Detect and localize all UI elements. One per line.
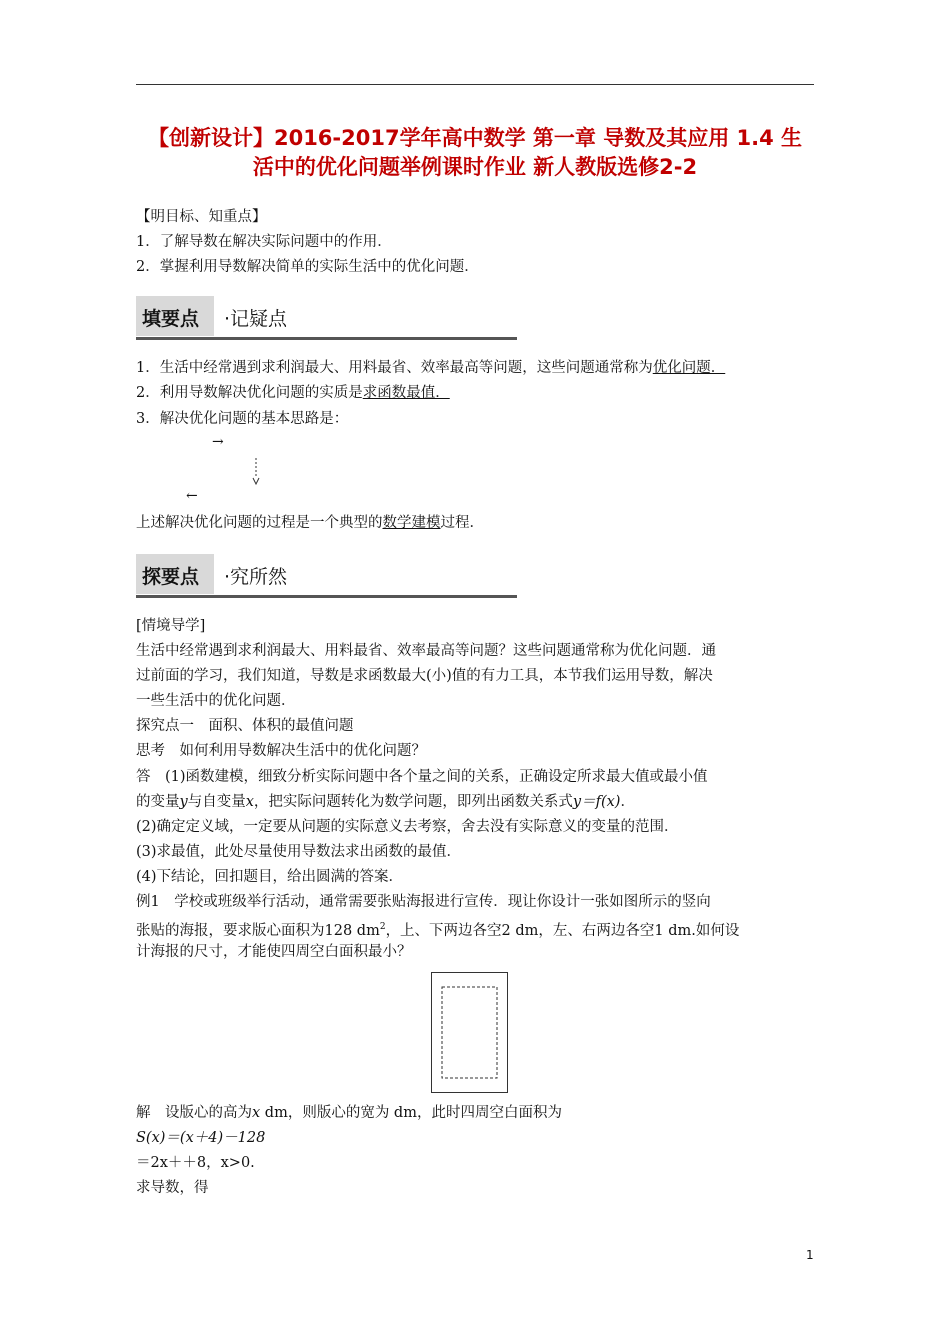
section-banner-explore-points bbox=[136, 554, 517, 598]
think-question: 思考 如何利用导数解决生活中的优化问题？ bbox=[136, 743, 426, 759]
answer-blank-1: 优化问题． bbox=[652, 360, 726, 376]
page-number: 1 bbox=[806, 1248, 814, 1262]
section-subtitle: ·究所然 bbox=[224, 566, 288, 588]
document-title-line-2: 活中的优化问题举例课时作业 新人教版选修2-2 bbox=[252, 155, 698, 179]
key-point-3: 3．解决优化问题的基本思路是： bbox=[136, 411, 349, 427]
flow-arrow-left: ← bbox=[186, 488, 198, 504]
flow-dashed-down-arrow bbox=[250, 458, 262, 486]
example-line-2: 张贴的海报，要求版心面积为128 $dm^2$，上、下两边各空2 dm，左、右两边各空1 dm.如何设 bbox=[136, 922, 740, 939]
situation-line-2: 过前面的学习，我们知道，导数是求函数最大(小)值的有力工具，本节我们运用导数，解决 bbox=[136, 668, 713, 684]
answer-line-1: 答 (1)函数建模，细致分析实际问题中各个量之间的关系，正确设定所求最大值或最小值 bbox=[136, 769, 708, 785]
answer-step-3: (3)求最值，此处尽量使用导数法求出函数的最值． bbox=[136, 844, 462, 860]
poster-figure bbox=[431, 972, 509, 1094]
answer-blank-3: 数学建模 bbox=[382, 515, 441, 531]
objective-item-1: 1．了解导数在解决实际问题中的作用． bbox=[136, 234, 392, 250]
section-badge: 填要点 bbox=[136, 296, 214, 336]
situation-heading: [情境导学] bbox=[136, 618, 206, 634]
answer-step-2: (2)确定定义域，一定要从问题的实际意义去考察，舍去没有实际意义的变量的范围． bbox=[136, 819, 679, 835]
document-title-line-1: 【创新设计】2016-2017学年高中数学 第一章 导数及其应用 1.4 生 bbox=[147, 126, 803, 150]
flow-arrow-right: → bbox=[212, 434, 224, 450]
section-subtitle: ·记疑点 bbox=[224, 308, 288, 330]
answer-step-4: (4)下结论，回扣题目，给出圆满的答案． bbox=[136, 869, 404, 885]
solution-line-4: 求导数，得 bbox=[136, 1180, 209, 1196]
situation-line-1: 生活中经常遇到求利润最大、用料最省、效率最高等问题？这些问题通常称为优化问题．通 bbox=[136, 643, 716, 659]
modeling-sentence: 上述解决优化问题的过程是一个典型的数学建模过程． bbox=[136, 515, 484, 531]
explore-point-1: 探究点一 面积、体积的最值问题 bbox=[136, 718, 354, 734]
key-point-1: 1．生活中经常遇到求利润最大、用料最省、效率最高等问题，这些问题通常称为优化问题． bbox=[136, 360, 726, 376]
section-banner-fill-points bbox=[136, 296, 517, 340]
key-point-2: 2．利用导数解决优化问题的实质是求函数最值． bbox=[136, 385, 450, 401]
answer-line-2: 的变量y与自变量x，把实际问题转化为数学问题，即列出函数关系式y＝f(x)． bbox=[136, 794, 635, 810]
objective-item-2: 2．掌握利用导数解决简单的实际生活中的优化问题． bbox=[136, 259, 479, 275]
situation-line-3: 一些生活中的优化问题． bbox=[136, 693, 296, 709]
answer-blank-2: 求函数最值． bbox=[362, 385, 450, 401]
solution-line-2: S(x)＝(x＋4)－128 bbox=[136, 1130, 266, 1146]
example-line-1: 例1 学校或班级举行活动，通常需要张贴海报进行宣传．现让你设计一张如图所示的竖向 bbox=[136, 894, 711, 910]
section-badge: 探要点 bbox=[136, 554, 214, 594]
solution-line-3: ＝2x＋＋8，x>0. bbox=[136, 1155, 255, 1171]
solution-line-1: 解 设版心的高为x dm，则版心的宽为 dm，此时四周空白面积为 bbox=[136, 1105, 562, 1121]
objectives-heading: 【明目标、知重点】 bbox=[136, 209, 267, 225]
top-rule bbox=[136, 84, 814, 85]
section-rule bbox=[136, 337, 517, 340]
example-line-3: 计海报的尺寸，才能使四周空白面积最小？ bbox=[136, 944, 412, 960]
section-rule bbox=[136, 595, 517, 598]
